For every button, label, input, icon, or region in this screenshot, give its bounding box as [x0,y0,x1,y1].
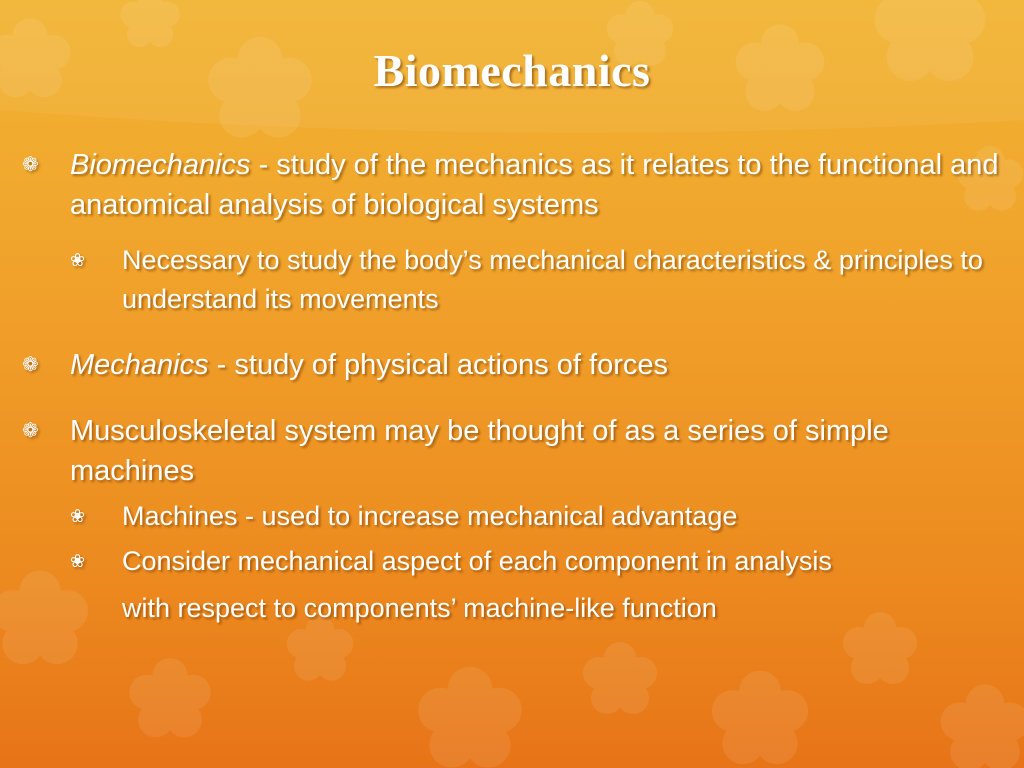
bullet-text: - study of the mechanics as it relates to the functional and anatomical analysis of biological systems [70,149,999,221]
flower-outline-icon: ❀ [70,506,86,526]
bullet-item [20,345,1010,385]
flower-outline-icon: ❀ [70,250,86,270]
flower-icon: ❁ [22,154,39,176]
bullet-text: Musculoskeletal system may be thought of as a series of simple machines [70,415,889,487]
bullet-term: Biomechanics [70,149,251,181]
sub-bullet-item [20,241,1010,319]
sub-bullet-item [20,497,1010,536]
bullet-text: - study of physical actions of forces [208,349,668,381]
flower-icon: ❁ [22,420,39,442]
bullet-term: Mechanics [70,349,209,381]
sub-bullet-text: Consider mechanical aspect of each component in analysis [122,546,832,576]
bullet-item [20,411,1010,491]
flower-outline-icon: ❀ [70,551,86,571]
sub-bullet-text: Machines - used to increase mechanical advantage [122,501,738,531]
slide-content [20,145,1010,628]
sub-bullet-continuation: with respect to components’ machine-like function [122,593,717,623]
sub-bullet-item [20,542,1010,581]
flower-icon: ❁ [22,354,39,376]
bullet-item [20,145,1010,225]
sub-bullet-text: Necessary to study the body’s mechanical characteristics & principles to understand its movements [122,245,983,314]
slide-title: Biomechanics [373,45,651,96]
